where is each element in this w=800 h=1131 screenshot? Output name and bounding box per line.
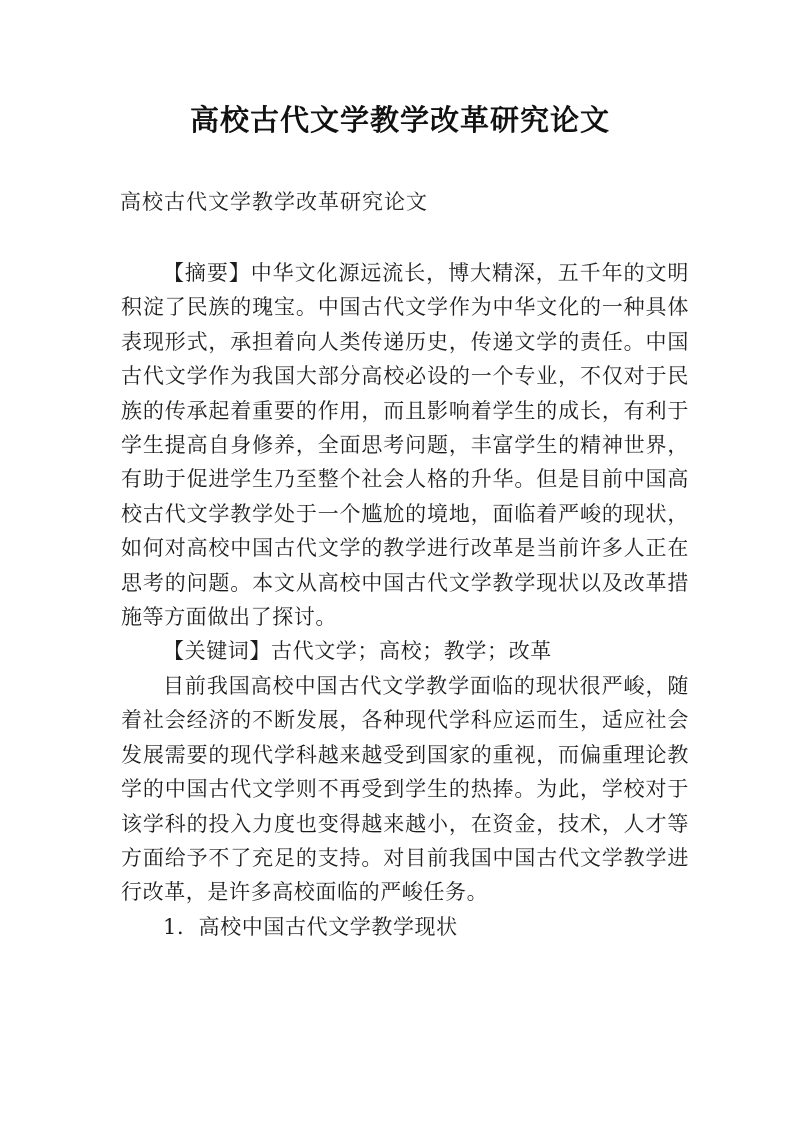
keywords-paragraph: 【关键词】古代文学；高校；教学；改革 bbox=[163, 639, 552, 664]
intro-paragraph: 目前我国高校中国古代文学教学面临的现状很严峻，随着社会经济的不断发展，各种现代学科应运而生，适应社会发展需要的现代学科越来越受到国家的重视，而偏重理论教学的中国古代文学则不再受到学生的热捧。为此，学校对于该学科的投入力度也变得越来越小，在资金，技术，人才等方面给予不了充足的支持。对目前我国中国古代文学教学进行改革，是许多高校面临的严峻任务。 bbox=[121, 673, 689, 905]
document-subtitle: 高校古代文学教学改革研究论文 bbox=[120, 190, 428, 214]
document-title: 高校古代文学教学改革研究论文 bbox=[189, 103, 610, 137]
abstract-paragraph: 【摘要】中华文化源远流长，博大精深，五千年的文明积淀了民族的瑰宝。中国古代文学作为中华文化的一种具体表现形式，承担着向人类传递历史，传递文学的责任。中国古代文学作为我国大部分高校必设的一个专业，不仅对于民族的传承起着重要的作用，而且影响着学生的成长，有利于学生提高自身修养，全面思考问题，丰富学生的精神世界，有助于促进学生乃至整个社会人格的升华。但是目前中国高校古代文学教学处于一个尴尬的境地，面临着严峻的现状，如何对高校中国古代文学的教学进行改革是当前许多人正在思考的问题。本文从高校中国古代文学教学现状以及改革措施等方面做出了探讨。 bbox=[121, 261, 689, 630]
section-heading: 1．高校中国古代文学教学现状 bbox=[163, 914, 458, 939]
document-body bbox=[121, 256, 689, 944]
